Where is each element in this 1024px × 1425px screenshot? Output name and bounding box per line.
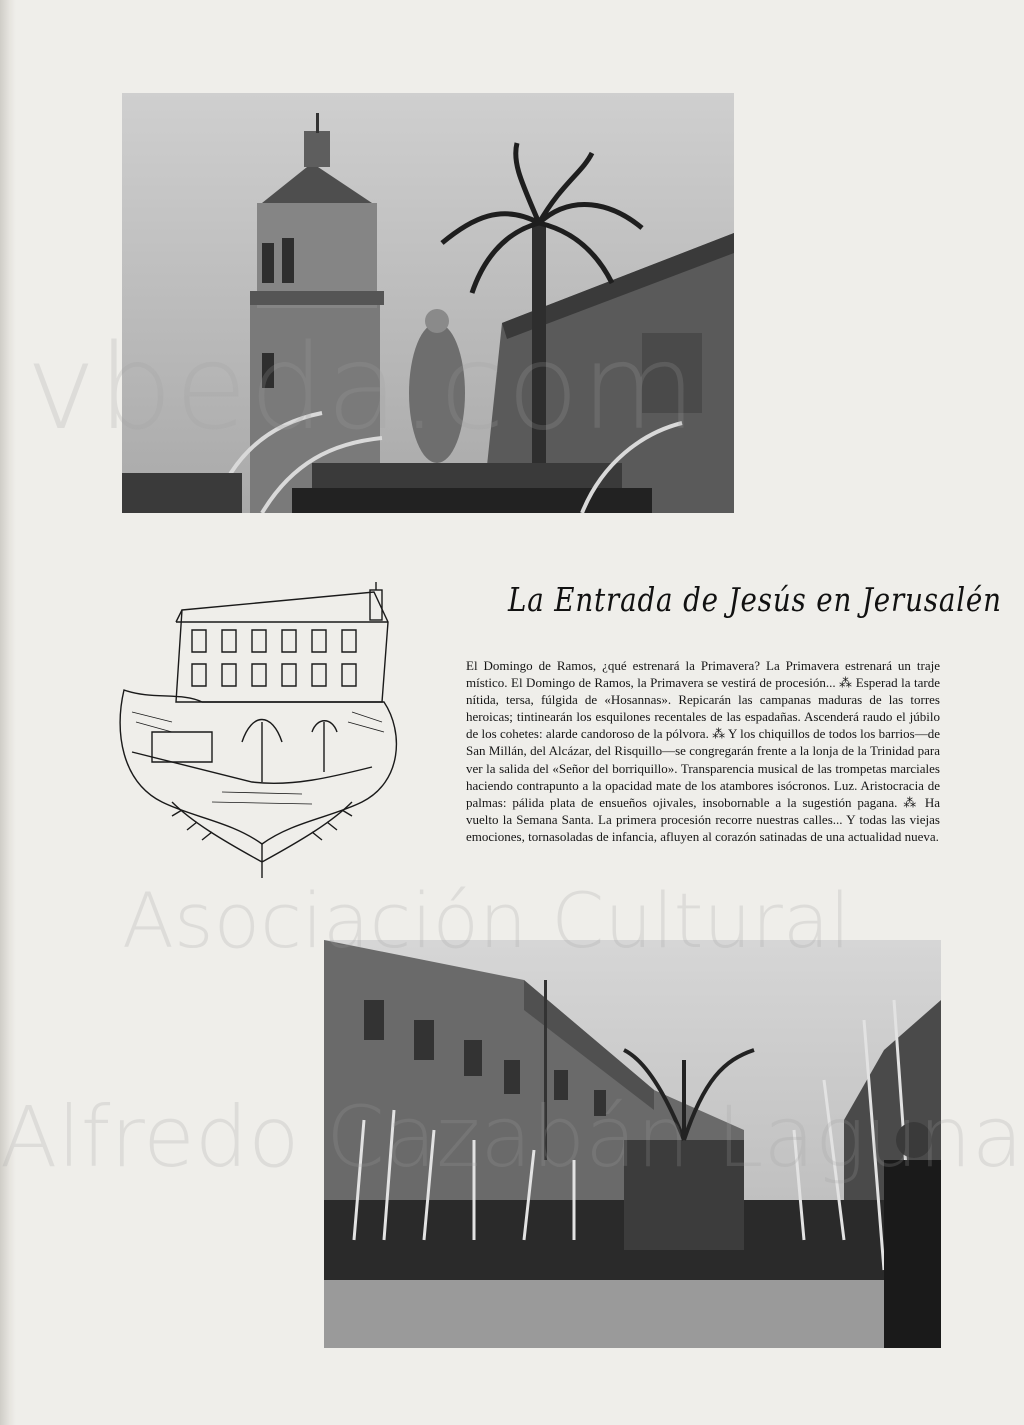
street-procession-photo: [324, 940, 941, 1348]
watermark-name: Alfredo Cazabán Laguna: [0, 1088, 1024, 1186]
palace-sketch-illustration: [112, 582, 412, 878]
church-tower-photo: [122, 93, 734, 513]
page-edge: [0, 0, 16, 1425]
article-title: La Entrada de Jesús en Jerusalén: [508, 580, 1002, 619]
watermark-site: vbeda.com: [26, 318, 699, 456]
watermark-association: Asociación Cultural: [122, 876, 851, 965]
article-body: El Domingo de Ramos, ¿qué estrenará la Primavera? La Primavera estrenará un traje místico. El Domingo de Ramos, la Primavera se vestirá de procesión... ⁂ Esperad la tarde nítida, tersa, fúlgida de «Hosannas». Repicarán las campanas maduras de las torres heroicas; tintinearán los esquilones recentales de las espadañas. Ascenderá raudo el júbilo de los cohetes: alarde candoroso de la pólvora. ⁂ Y los chiquillos de todos los barrios—de San Millán, del Alcázar, del Risquillo—se congregarán frente a la lonja de la Trinidad para ver la salida del «Señor del borriquillo». Transparencia musical de las trompetas marciales haciendo contrapunto a la opacidad mate de los atambores isócronos. Luz. Aristocracia de palmas: pálida plata de ensueños ojivales, insobornable a la sugestión pagana. ⁂ Ha vuelto la Semana Santa. La primera procesión recorre nuestras calles... Y todas las viejas emociones, tornasoladas de infancia, afluyen al corazón satinadas de una actualidad nueva.: [466, 658, 940, 844]
